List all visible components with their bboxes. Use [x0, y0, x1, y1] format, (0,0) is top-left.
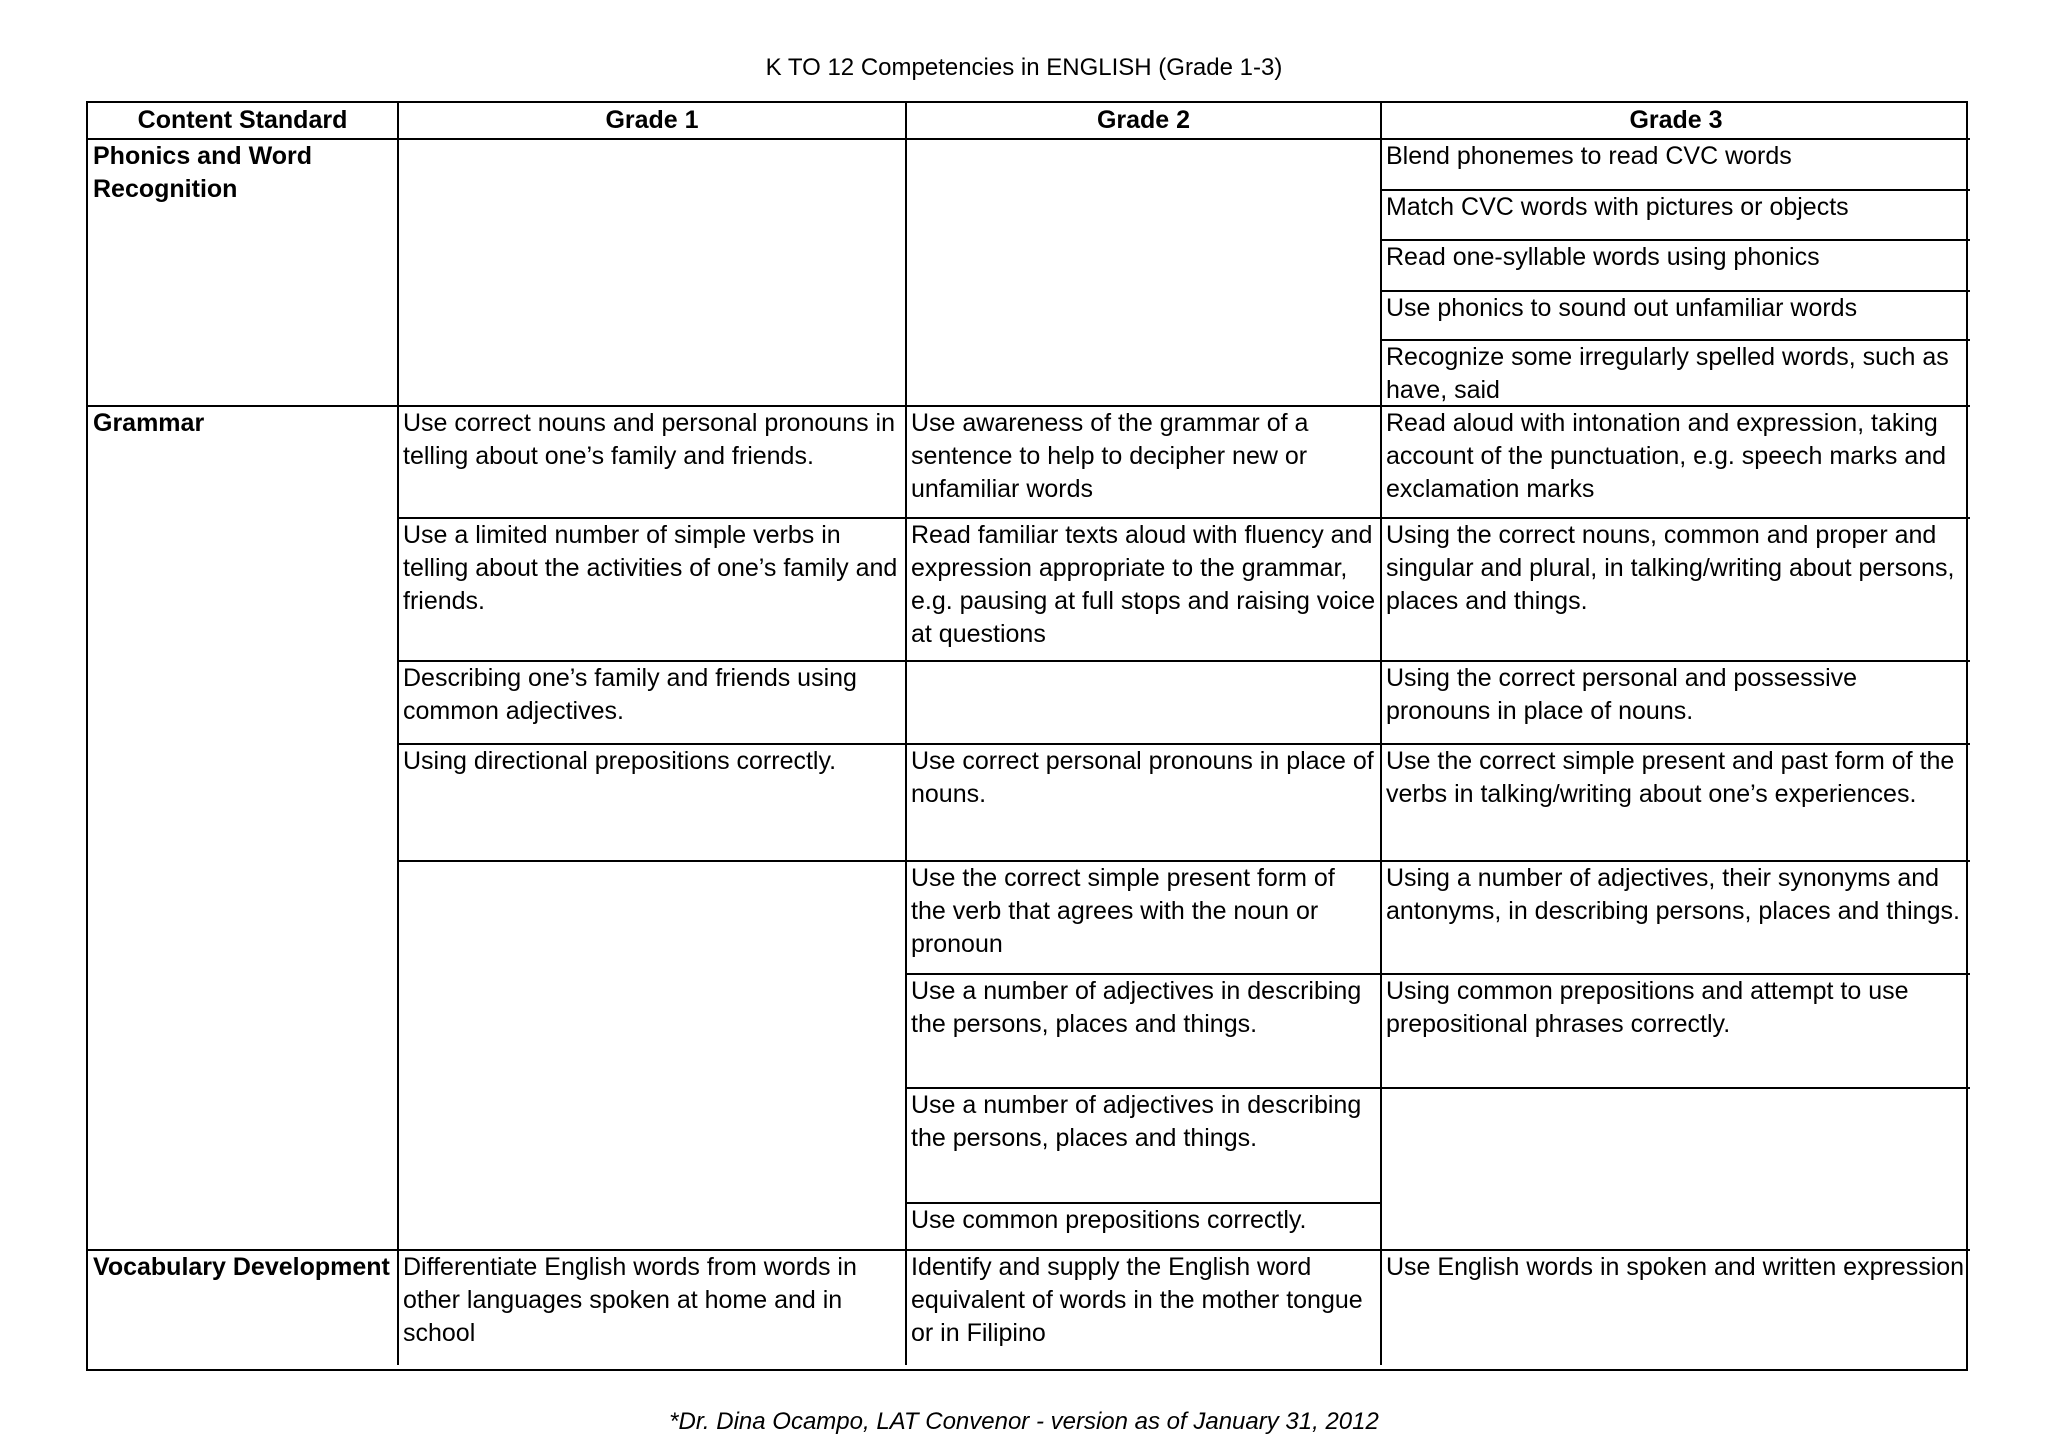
grammar-grade3-item: Using the correct personal and possessive pronouns in place of nouns.	[1382, 662, 1970, 745]
vocabulary-grade1: Differentiate English words from words in other languages spoken at home and in school	[399, 1251, 907, 1365]
phonics-grade3-item: Use phonics to sound out unfamiliar words	[1382, 292, 1970, 341]
page-title: K TO 12 Competencies in ENGLISH (Grade 1-3)	[765, 54, 1283, 81]
header-content-standard: Content Standard	[88, 103, 399, 140]
grammar-grade3-item: Use the correct simple present and past form of the verbs in talking/writing about one’s experiences.	[1382, 745, 1970, 862]
grammar-grade2-item: Use awareness of the grammar of a sentence to help to decipher new or unfamiliar words	[907, 407, 1382, 519]
grammar-grade2-item: Use the correct simple present form of the verb that agrees with the noun or pronoun	[907, 862, 1382, 975]
grammar-grade1-item: Use a limited number of simple verbs in telling about the activities of one’s family and friends.	[399, 519, 907, 662]
phonics-grade2-empty	[907, 140, 1382, 407]
grammar-grade3-item: Read aloud with intonation and expression, taking account of the punctuation, e.g. speech marks and exclamation marks	[1382, 407, 1970, 519]
grammar-grade1-item: Using directional prepositions correctly.	[399, 745, 907, 862]
phonics-grade1-empty	[399, 140, 907, 407]
grammar-grade1-item: Describing one’s family and friends using common adjectives.	[399, 662, 907, 745]
grammar-grade2-item: Use a number of adjectives in describing the persons, places and things.	[907, 975, 1382, 1089]
header-grade-1: Grade 1	[399, 103, 907, 140]
footer-note: *Dr. Dina Ocampo, LAT Convenor - version as of January 31, 2012	[669, 1408, 1379, 1435]
standard-grammar: Grammar	[88, 407, 399, 1251]
grammar-grade2-item: Read familiar texts aloud with fluency and expression appropriate to the grammar, e.g. pausing at full stops and raising voice at questions	[907, 519, 1382, 662]
competency-table	[86, 101, 1968, 1371]
vocabulary-grade3: Use English words in spoken and written expression	[1386, 1253, 1965, 1281]
standard-phonics: Phonics and Word Recognition	[88, 140, 399, 407]
phonics-grade3-item: Read one-syllable words using phonics	[1382, 241, 1970, 292]
grammar-grade1-item: Use correct nouns and personal pronouns in telling about one’s family and friends.	[399, 407, 907, 519]
header-grade-3: Grade 3	[1382, 103, 1970, 140]
grammar-grade3-item: Using the correct nouns, common and proper and singular and plural, in talking/writing about persons, places and things.	[1382, 519, 1970, 662]
phonics-grade3-item: Match CVC words with pictures or objects	[1382, 191, 1970, 241]
grammar-grade3-empty	[1382, 1089, 1970, 1251]
header-grade-2: Grade 2	[907, 103, 1382, 140]
grammar-grade1-empty	[399, 862, 907, 1251]
grammar-grade2-empty	[907, 662, 1382, 745]
grammar-grade3-item: Using a number of adjectives, their synonyms and antonyms, in describing persons, places and things.	[1382, 862, 1970, 975]
grammar-grade2-item: Use correct personal pronouns in place of nouns.	[907, 745, 1382, 862]
grammar-grade2-item: Use common prepositions correctly.	[907, 1204, 1382, 1251]
standard-vocabulary: Vocabulary Development	[88, 1251, 399, 1365]
phonics-grade3-item: Blend phonemes to read CVC words	[1382, 140, 1970, 191]
vocabulary-grade2: Identify and supply the English word equivalent of words in the mother tongue or in Filipino	[907, 1251, 1382, 1365]
phonics-grade3-item: Recognize some irregularly spelled words, such as have, said	[1382, 341, 1970, 407]
grammar-grade2-item: Use a number of adjectives in describing the persons, places and things.	[907, 1089, 1382, 1204]
grammar-grade3-item: Using common prepositions and attempt to use prepositional phrases correctly.	[1382, 975, 1970, 1089]
